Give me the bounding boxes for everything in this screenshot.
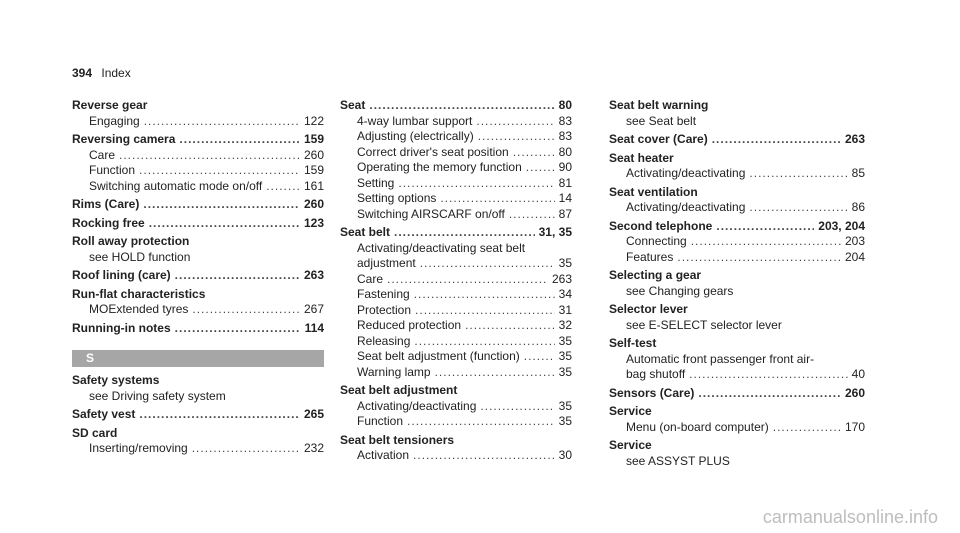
index-entry xyxy=(72,98,324,129)
index-subentry[interactable] xyxy=(340,191,572,207)
index-subentry-text: Care xyxy=(89,147,116,162)
index-subentry[interactable] xyxy=(72,302,324,318)
index-entry-title: Safety systems xyxy=(72,373,160,387)
index-subentry[interactable] xyxy=(340,287,572,303)
leader-dots xyxy=(414,287,555,303)
leader-dots xyxy=(677,250,841,266)
index-subentry-text: Correct driver's seat position xyxy=(357,144,509,159)
index-subentry-text[interactable]: see Seat belt xyxy=(626,113,697,128)
index-entry-page[interactable]: 263 xyxy=(844,132,865,146)
leader-dots xyxy=(749,166,847,182)
index-entry-title: Rims (Care) xyxy=(72,197,140,211)
index-subentry-page[interactable]: 204 xyxy=(844,249,865,264)
index-entry-page[interactable]: 203, 204 xyxy=(818,218,865,233)
index-entry-title: Selector lever xyxy=(609,302,688,316)
index-subentry-page[interactable]: 260 xyxy=(303,147,324,162)
leader-dots xyxy=(175,268,300,284)
index-entry-title: Rocking free xyxy=(72,215,145,230)
index-entry xyxy=(609,268,865,299)
index-subentry-page[interactable]: 83 xyxy=(558,113,572,128)
index-subentry-text: Care xyxy=(357,271,384,286)
index-subentry[interactable] xyxy=(340,114,572,130)
leader-dots xyxy=(192,302,300,318)
index-entry xyxy=(72,197,324,213)
index-entry-title: Selecting a gear xyxy=(609,268,702,282)
leader-dots xyxy=(192,441,300,457)
index-entry xyxy=(72,407,324,423)
index-entry xyxy=(72,426,324,457)
index-entry xyxy=(72,373,324,404)
index-subentry-text[interactable]: see Changing gears xyxy=(626,283,734,298)
index-subentry-page[interactable]: 35 xyxy=(558,414,572,428)
index-entry xyxy=(72,268,324,284)
index-subentry[interactable] xyxy=(340,272,572,288)
index-subentry-text: Switching AIRSCARF on/off xyxy=(357,206,505,221)
index-subentry[interactable] xyxy=(340,256,572,272)
index-subentry-page[interactable]: 30 xyxy=(558,448,572,462)
index-entry-title-row[interactable] xyxy=(72,197,324,213)
index-entry-title-row[interactable] xyxy=(72,132,324,148)
index-entry-title-row[interactable] xyxy=(72,216,324,232)
index-subentry-page[interactable]: 263 xyxy=(551,271,572,286)
page-title: Index xyxy=(101,66,131,80)
leader-dots xyxy=(414,334,554,350)
leader-dots xyxy=(435,365,555,381)
index-entry xyxy=(72,234,324,265)
col2-entries xyxy=(340,98,572,464)
index-subentry-page[interactable]: 32 xyxy=(558,318,572,332)
index-subentry-page[interactable]: 31 xyxy=(558,302,572,317)
index-entry-title: Reversing camera xyxy=(72,132,176,146)
index-entry-title: Reverse gear xyxy=(72,98,148,112)
leader-dots xyxy=(526,160,555,176)
index-entry-title-row[interactable] xyxy=(72,407,324,423)
index-entry-title: Seat belt tensioners xyxy=(340,432,455,447)
index-subentry-page[interactable]: 34 xyxy=(558,287,572,301)
index-column-1 xyxy=(72,98,324,460)
index-subentry-page[interactable]: 86 xyxy=(851,200,865,214)
leader-dots xyxy=(712,132,841,148)
leader-dots xyxy=(476,114,554,130)
index-entry xyxy=(72,216,324,232)
index-entry xyxy=(609,98,865,129)
leader-dots xyxy=(480,399,554,415)
index-entry-title: Service xyxy=(609,404,652,418)
index-subentry-text: Inserting/removing xyxy=(89,441,188,455)
index-entry-page[interactable]: 263 xyxy=(303,268,324,282)
index-subentry-text: Menu (on-board computer) xyxy=(626,419,769,434)
index-subentry-page[interactable]: 83 xyxy=(558,129,572,143)
leader-dots xyxy=(139,407,300,423)
index-subentry[interactable] xyxy=(340,334,572,350)
leader-dots xyxy=(398,176,554,192)
index-subentry-page[interactable]: 40 xyxy=(851,367,865,381)
index-entry xyxy=(609,185,865,216)
index-subentry[interactable] xyxy=(340,145,572,161)
index-subentry-text: Seat belt adjustment (function) xyxy=(357,349,520,363)
leader-dots xyxy=(698,386,841,402)
index-subentry-text[interactable]: Automatic front passenger front air- xyxy=(626,351,815,366)
index-subentry[interactable] xyxy=(609,166,865,182)
index-subentry-text: Activating/deactivating xyxy=(626,200,746,214)
index-subentry[interactable] xyxy=(340,399,572,415)
index-subentry-text: adjustment xyxy=(357,256,416,270)
index-entry xyxy=(340,383,572,430)
index-subentry[interactable] xyxy=(72,148,324,164)
leader-dots xyxy=(179,132,300,148)
index-subentry-page[interactable]: 14 xyxy=(558,191,572,205)
index-subentry-page[interactable]: 232 xyxy=(303,441,324,455)
section-header-s: S xyxy=(72,350,324,367)
index-entry-title-row[interactable] xyxy=(72,268,324,284)
index-subentry-page[interactable]: 203 xyxy=(844,234,865,248)
leader-dots xyxy=(119,148,300,164)
index-subentry-text[interactable]: see Driving safety system xyxy=(89,388,226,403)
index-subentry-text: Reduced protection xyxy=(357,318,462,332)
leader-dots xyxy=(394,225,535,241)
index-subentry-page[interactable]: 80 xyxy=(558,144,572,159)
index-subentry-text[interactable]: see HOLD function xyxy=(89,249,191,264)
index-entry xyxy=(609,336,865,383)
col1-s-entries xyxy=(72,373,324,457)
index-subentry-text: Features xyxy=(626,249,674,264)
index-subentry-page[interactable]: 35 xyxy=(558,398,572,413)
index-entry-title: Running-in notes xyxy=(72,320,171,335)
index-entry-title: Seat belt adjustment xyxy=(340,383,458,397)
watermark: carmanualsonline.info xyxy=(762,507,938,527)
index-subentry[interactable] xyxy=(340,349,572,365)
index-subentry-text[interactable]: see E-SELECT selector lever xyxy=(626,317,782,332)
index-subentry[interactable] xyxy=(609,367,865,383)
index-subentry-text: Activating/deactivating xyxy=(626,166,746,180)
index-subentry-page[interactable]: 35 xyxy=(558,349,572,363)
index-subentry[interactable] xyxy=(340,303,572,319)
index-entry-page[interactable]: 31, 35 xyxy=(538,225,572,239)
index-entry-title-row[interactable] xyxy=(340,225,572,241)
leader-dots xyxy=(691,234,841,250)
index-subentry-page[interactable]: 161 xyxy=(303,178,324,193)
index-subentry[interactable] xyxy=(72,114,324,130)
leader-dots xyxy=(407,414,555,430)
index-subentry-page[interactable]: 35 xyxy=(558,256,572,270)
index-entry-title: Safety vest xyxy=(72,407,136,421)
index-entry-title: Seat xyxy=(340,98,366,112)
index-entry-page[interactable]: 159 xyxy=(303,132,324,146)
leader-dots xyxy=(369,98,554,114)
index-subentry-page[interactable]: 267 xyxy=(303,302,324,316)
leader-dots xyxy=(149,216,300,232)
index-subentry-page[interactable]: 90 xyxy=(558,160,572,174)
index-subentry-text: bag shutoff xyxy=(626,367,686,381)
index-entry-title-row[interactable] xyxy=(609,386,865,402)
index-subentry[interactable] xyxy=(609,234,865,250)
index-subentry-page[interactable]: 35 xyxy=(558,364,572,379)
index-entry-page[interactable]: 265 xyxy=(303,407,324,421)
index-entry-title: Roof lining (care) xyxy=(72,268,171,282)
leader-dots xyxy=(266,179,300,195)
index-subentry[interactable] xyxy=(609,250,865,266)
index-subentry-text[interactable]: see ASSYST PLUS xyxy=(626,453,730,468)
index-subentry[interactable] xyxy=(72,163,324,179)
index-entry xyxy=(609,404,865,435)
index-entry-title: Seat ventilation xyxy=(609,184,698,199)
leader-dots xyxy=(509,207,555,223)
index-subentry[interactable] xyxy=(340,318,572,334)
index-entry xyxy=(609,219,865,266)
index-column-3 xyxy=(609,98,865,472)
index-subentry-text: Protection xyxy=(357,302,412,317)
index-entry-page[interactable]: 123 xyxy=(303,215,324,230)
index-subentry-page[interactable]: 81 xyxy=(558,175,572,190)
leader-dots xyxy=(420,256,555,272)
index-entry xyxy=(609,132,865,148)
leader-dots xyxy=(440,191,554,207)
index-column-2 xyxy=(340,98,572,467)
index-subentry-text: Setting xyxy=(357,175,395,190)
index-entry-title-row[interactable] xyxy=(609,132,865,148)
index-subentry-page[interactable]: 85 xyxy=(851,166,865,180)
index-entry-title-row[interactable] xyxy=(340,98,572,114)
leader-dots xyxy=(143,197,300,213)
index-subentry-text: Operating the memory function xyxy=(357,160,522,174)
leader-dots xyxy=(144,114,300,130)
index-entry xyxy=(609,386,865,402)
index-subentry-text: Fastening xyxy=(357,287,410,301)
index-subentry-text: Engaging xyxy=(89,113,140,128)
leader-dots xyxy=(413,448,555,464)
index-subentry-text: Activation xyxy=(357,448,410,462)
index-subentry-text: Switching automatic mode on/off xyxy=(89,178,263,193)
index-subentry[interactable] xyxy=(340,129,572,145)
index-entry-title-row[interactable] xyxy=(72,321,324,337)
index-subentry-text[interactable]: Activating/deactivating seat belt xyxy=(357,240,526,255)
index-entry xyxy=(72,287,324,318)
leader-dots xyxy=(716,219,814,235)
index-subentry-page[interactable]: 87 xyxy=(558,206,572,221)
index-entry-title: Seat heater xyxy=(609,150,674,165)
index-entry-title: SD card xyxy=(72,425,118,440)
leader-dots xyxy=(773,420,841,436)
index-subentry-text: Function xyxy=(89,163,136,177)
index-subentry-text: Connecting xyxy=(626,234,687,248)
index-subentry[interactable] xyxy=(340,414,572,430)
index-subentry[interactable] xyxy=(340,365,572,381)
index-entry xyxy=(72,132,324,194)
index-subentry-text: Function xyxy=(357,414,404,428)
index-subentry[interactable] xyxy=(340,207,572,223)
index-entry xyxy=(609,151,865,182)
page-number: 394 xyxy=(72,66,93,80)
index-entry-title: Run-flat characteristics xyxy=(72,286,206,301)
index-entry xyxy=(609,438,865,469)
index-entry-page[interactable]: 114 xyxy=(304,320,324,335)
index-subentry-page[interactable]: 170 xyxy=(844,419,865,434)
index-entry-page[interactable]: 260 xyxy=(303,197,324,211)
index-entry-page[interactable]: 80 xyxy=(558,98,572,112)
index-subentry[interactable] xyxy=(609,200,865,216)
index-subentry-text: Activating/deactivating xyxy=(357,398,477,413)
index-subentry-page[interactable]: 35 xyxy=(558,333,572,348)
index-subentry[interactable] xyxy=(72,441,324,457)
index-subentry-page[interactable]: 122 xyxy=(303,113,324,128)
index-entry-title: Seat belt warning xyxy=(609,98,709,112)
index-subentry[interactable] xyxy=(340,448,572,464)
col3-entries xyxy=(609,98,865,469)
leader-dots xyxy=(749,200,847,216)
index-entry xyxy=(340,225,572,380)
index-entry xyxy=(340,98,572,222)
index-entry xyxy=(72,321,324,337)
index-subentry-text: Adjusting (electrically) xyxy=(357,129,474,143)
index-entry-page[interactable]: 260 xyxy=(844,385,865,400)
index-subentry-text: Warning lamp xyxy=(357,364,431,379)
index-subentry[interactable] xyxy=(609,420,865,436)
index-entry-title: Service xyxy=(609,438,652,452)
index-subentry[interactable] xyxy=(340,160,572,176)
index-subentry[interactable] xyxy=(72,179,324,195)
leader-dots xyxy=(478,129,555,145)
index-subentry-page[interactable]: 159 xyxy=(303,163,324,177)
index-subentry-text: Setting options xyxy=(357,191,437,205)
index-subentry-text: Releasing xyxy=(357,333,411,348)
index-entry xyxy=(609,302,865,333)
index-entry-title: Roll away protection xyxy=(72,234,190,248)
index-subentry-text: MOExtended tyres xyxy=(89,302,189,316)
index-subentry[interactable] xyxy=(340,176,572,192)
index-entry-title: Seat cover (Care) xyxy=(609,132,708,146)
index-entry-title: Sensors (Care) xyxy=(609,385,695,400)
leader-dots xyxy=(387,272,548,288)
index-subentry-text: 4-way lumbar support xyxy=(357,113,473,128)
leader-dots xyxy=(175,321,301,337)
leader-dots xyxy=(513,145,555,161)
index-entry-title: Second telephone xyxy=(609,218,713,233)
leader-dots xyxy=(524,349,555,365)
index-entry-title-row[interactable] xyxy=(609,219,865,235)
index-entry-title: Seat belt xyxy=(340,225,391,239)
leader-dots xyxy=(689,367,847,383)
col1-entries xyxy=(72,98,324,336)
index-entry xyxy=(340,433,572,464)
leader-dots xyxy=(465,318,555,334)
index-entry-title: Self-test xyxy=(609,336,657,350)
page-header xyxy=(72,66,131,80)
leader-dots xyxy=(415,303,555,319)
leader-dots xyxy=(139,163,300,179)
